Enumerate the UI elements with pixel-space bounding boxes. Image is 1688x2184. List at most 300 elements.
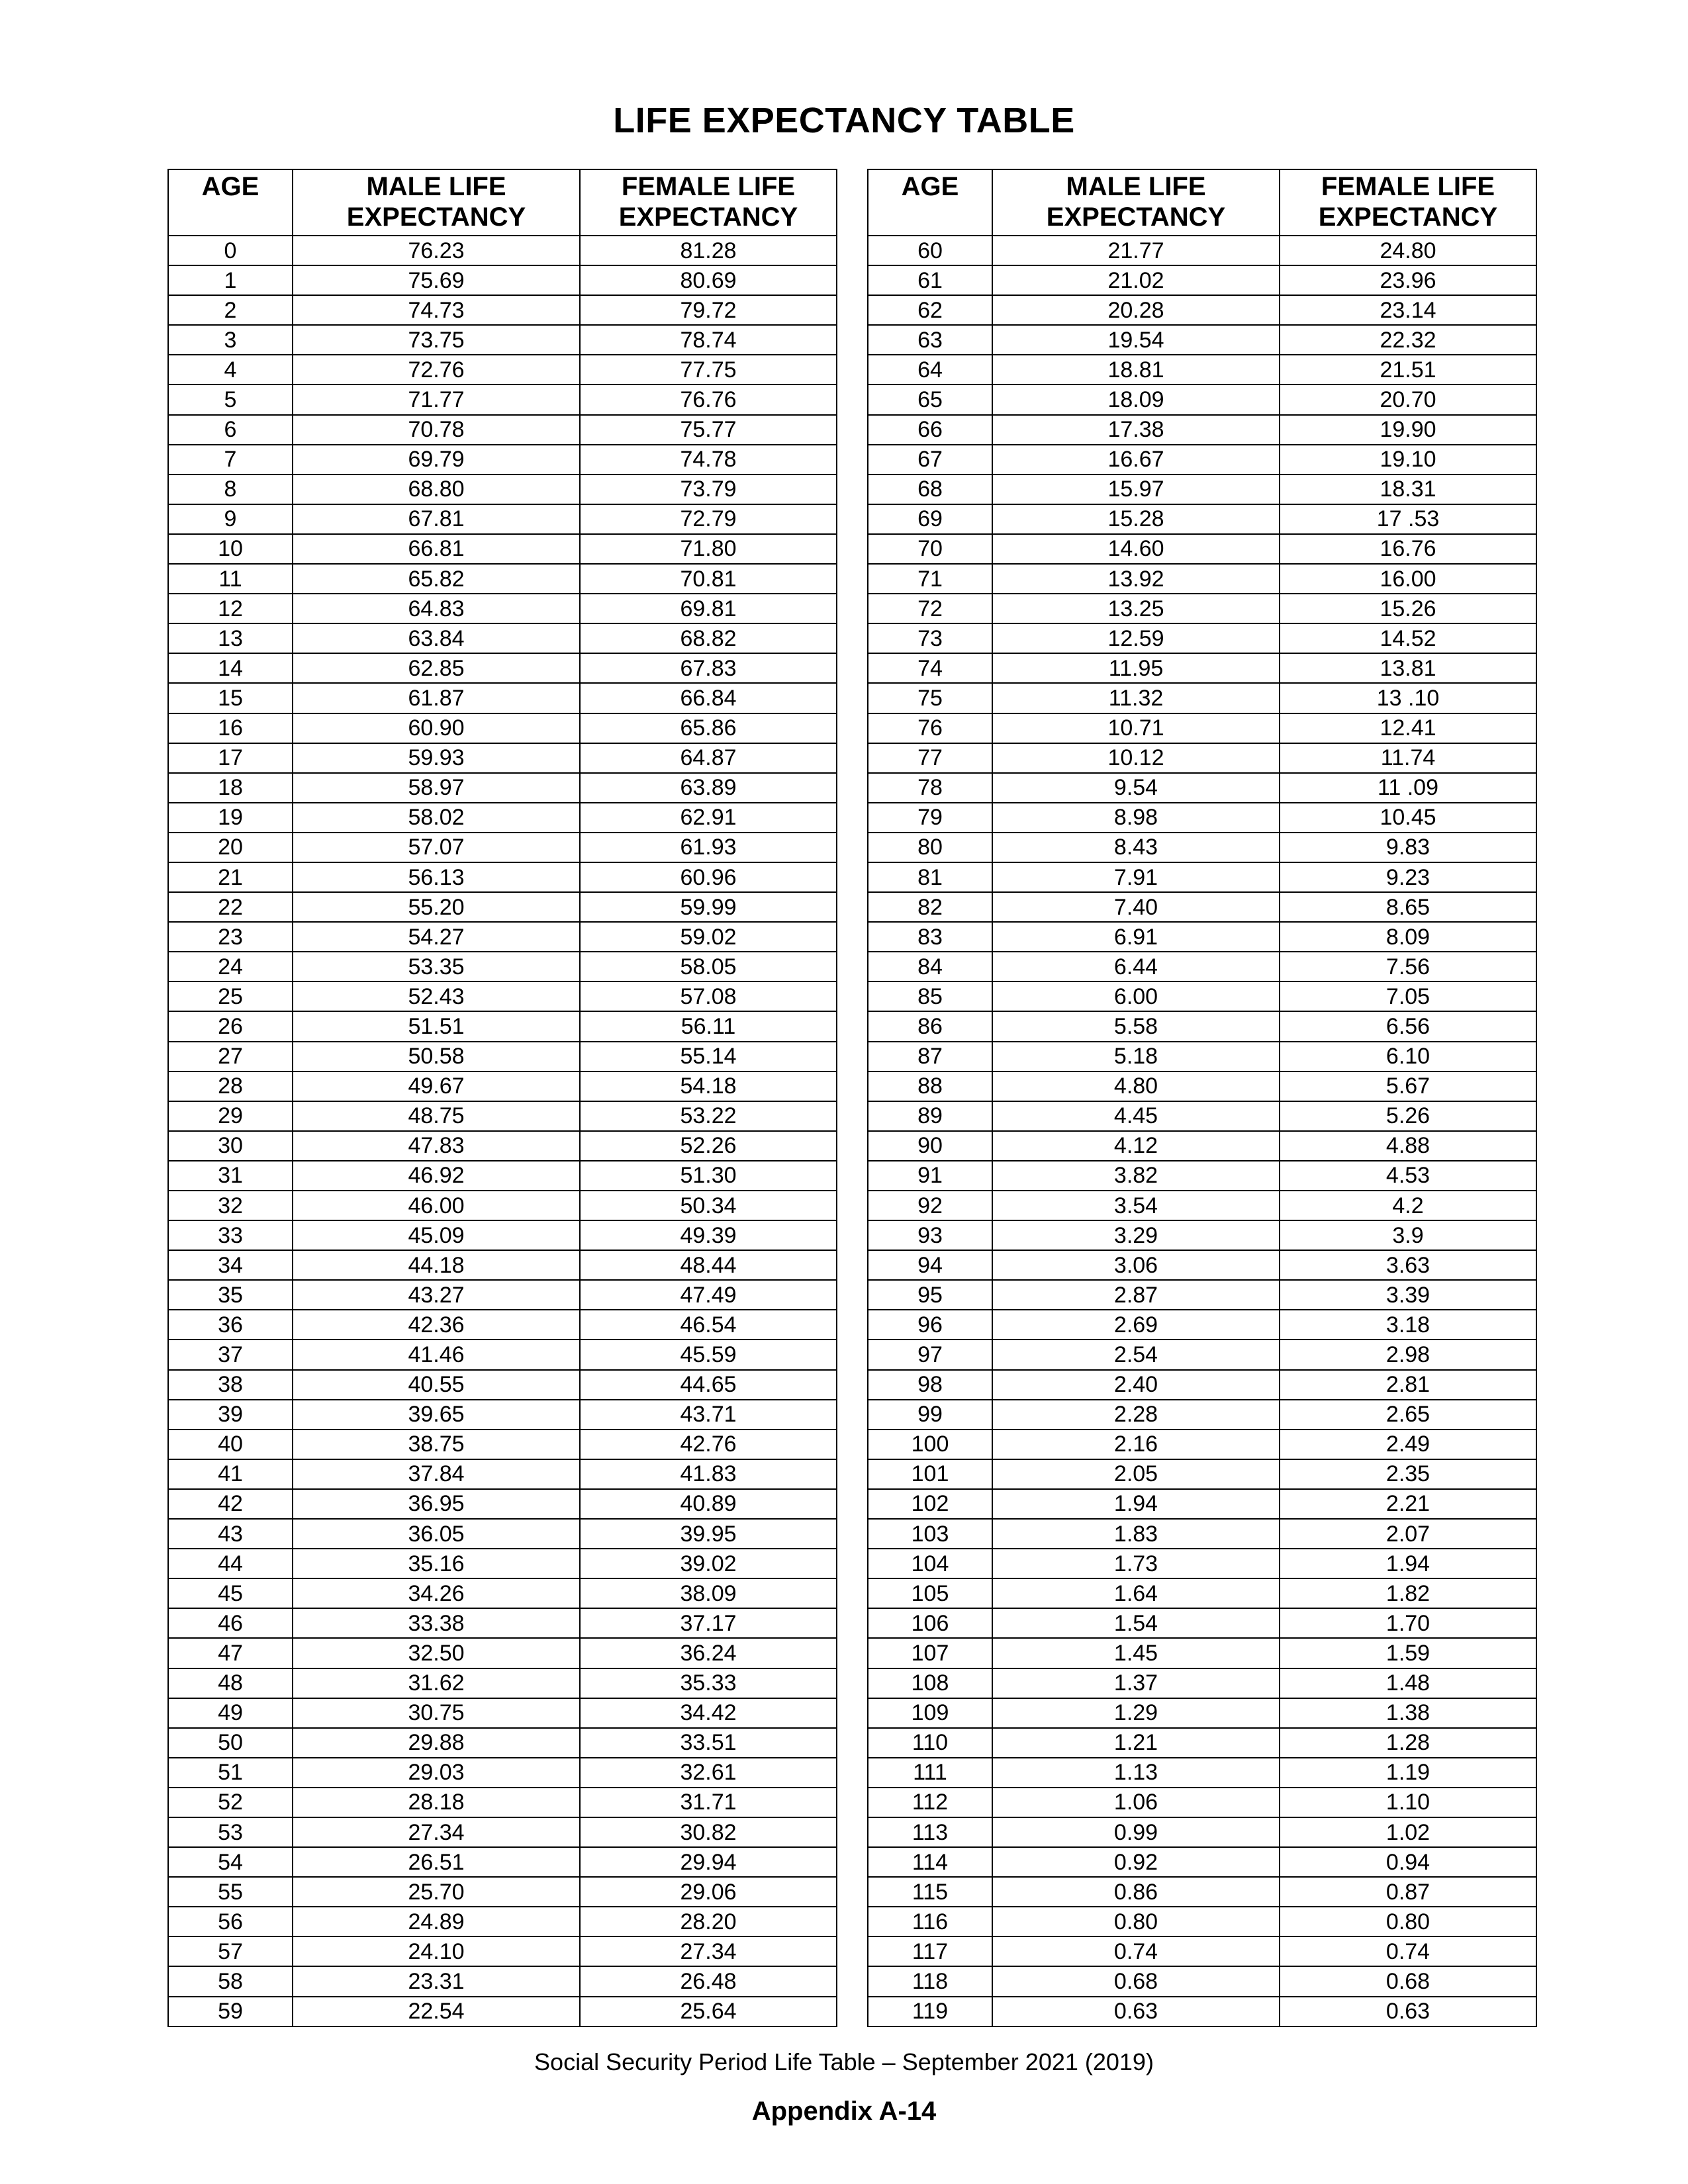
- male-expectancy-cell: 40.55: [293, 1370, 580, 1400]
- age-cell: 111: [868, 1758, 992, 1788]
- male-expectancy-cell: 18.81: [992, 355, 1280, 385]
- table-row: [868, 1997, 1536, 2026]
- table-row: [168, 892, 837, 922]
- age-cell: 28: [168, 1071, 293, 1101]
- female-expectancy-column-header: FEMALE LIFE EXPECTANCY: [580, 169, 837, 236]
- age-cell: 29: [168, 1101, 293, 1131]
- table-row: [168, 1340, 837, 1369]
- male-expectancy-cell: 3.54: [992, 1191, 1280, 1220]
- female-expectancy-cell: 0.74: [1280, 1936, 1536, 1966]
- table-row: [168, 1549, 837, 1578]
- female-expectancy-cell: 44.65: [580, 1370, 837, 1400]
- table-row: [168, 1071, 837, 1101]
- age-cell: 36: [168, 1310, 293, 1340]
- table-row: [868, 445, 1536, 475]
- table-row: [168, 683, 837, 713]
- female-expectancy-cell: 67.83: [580, 653, 837, 683]
- table-row: [868, 1877, 1536, 1907]
- female-expectancy-cell: 10.45: [1280, 803, 1536, 833]
- age-cell: 6: [168, 415, 293, 445]
- table-row: [168, 295, 837, 325]
- female-expectancy-cell: 16.76: [1280, 534, 1536, 564]
- table-row: [168, 1191, 837, 1220]
- female-expectancy-cell: 46.54: [580, 1310, 837, 1340]
- female-expectancy-cell: 41.83: [580, 1459, 837, 1489]
- female-expectancy-cell: 60.96: [580, 862, 837, 892]
- age-cell: 84: [868, 952, 992, 981]
- age-cell: 48: [168, 1668, 293, 1698]
- table-row: [868, 1220, 1536, 1250]
- male-expectancy-cell: 53.35: [293, 952, 580, 981]
- male-expectancy-cell: 25.70: [293, 1877, 580, 1907]
- female-expectancy-cell: 2.07: [1280, 1519, 1536, 1549]
- female-expectancy-cell: 75.77: [580, 415, 837, 445]
- male-expectancy-cell: 36.05: [293, 1519, 580, 1549]
- female-expectancy-cell: 45.59: [580, 1340, 837, 1369]
- age-cell: 114: [868, 1847, 992, 1877]
- male-expectancy-cell: 54.27: [293, 922, 580, 952]
- life-table-ages-60-119: [867, 169, 1537, 2027]
- age-cell: 82: [868, 892, 992, 922]
- female-expectancy-cell: 62.91: [580, 803, 837, 833]
- table-row: [168, 1668, 837, 1698]
- male-expectancy-cell: 4.12: [992, 1131, 1280, 1161]
- age-cell: 42: [168, 1489, 293, 1519]
- table-row: [168, 922, 837, 952]
- male-expectancy-cell: 13.25: [992, 594, 1280, 623]
- male-expectancy-cell: 2.54: [992, 1340, 1280, 1369]
- table-row: [868, 1161, 1536, 1191]
- female-expectancy-cell: 8.65: [1280, 892, 1536, 922]
- male-expectancy-cell: 73.75: [293, 325, 580, 355]
- table-row: [168, 1489, 837, 1519]
- male-expectancy-cell: 0.63: [992, 1997, 1280, 2026]
- table-row: [168, 1250, 837, 1280]
- table-row: [868, 385, 1536, 414]
- male-expectancy-cell: 8.98: [992, 803, 1280, 833]
- female-expectancy-cell: 52.26: [580, 1131, 837, 1161]
- age-cell: 54: [168, 1847, 293, 1877]
- male-expectancy-cell: 1.64: [992, 1578, 1280, 1608]
- table-row: [168, 1847, 837, 1877]
- male-expectancy-cell: 1.29: [992, 1698, 1280, 1728]
- female-expectancy-cell: 25.64: [580, 1997, 837, 2026]
- male-expectancy-cell: 49.67: [293, 1071, 580, 1101]
- table-row: [868, 1728, 1536, 1758]
- female-expectancy-cell: 35.33: [580, 1668, 837, 1698]
- table-row: [868, 1011, 1536, 1041]
- age-cell: 108: [868, 1668, 992, 1698]
- male-expectancy-cell: 71.77: [293, 385, 580, 414]
- table-row: [868, 415, 1536, 445]
- table-row: [868, 1847, 1536, 1877]
- table-row: [168, 1131, 837, 1161]
- age-cell: 7: [168, 445, 293, 475]
- age-cell: 53: [168, 1817, 293, 1847]
- age-cell: 69: [868, 504, 992, 534]
- age-cell: 10: [168, 534, 293, 564]
- age-cell: 81: [868, 862, 992, 892]
- table-row: [168, 1459, 837, 1489]
- male-expectancy-cell: 27.34: [293, 1817, 580, 1847]
- female-expectancy-cell: 28.20: [580, 1907, 837, 1936]
- table-row: [868, 265, 1536, 295]
- age-cell: 32: [168, 1191, 293, 1220]
- female-expectancy-cell: 14.52: [1280, 623, 1536, 653]
- age-cell: 22: [168, 892, 293, 922]
- life-table-ages-0-59: [167, 169, 837, 2027]
- table-row: [868, 892, 1536, 922]
- male-expectancy-cell: 3.82: [992, 1161, 1280, 1191]
- male-expectancy-cell: 69.79: [293, 445, 580, 475]
- age-cell: 117: [868, 1936, 992, 1966]
- table-row: [868, 1758, 1536, 1788]
- male-expectancy-column-header: MALE LIFE EXPECTANCY: [992, 169, 1280, 236]
- age-cell: 98: [868, 1370, 992, 1400]
- male-expectancy-cell: 1.37: [992, 1668, 1280, 1698]
- age-cell: 79: [868, 803, 992, 833]
- age-cell: 57: [168, 1936, 293, 1966]
- age-cell: 58: [168, 1966, 293, 1996]
- female-expectancy-cell: 68.82: [580, 623, 837, 653]
- female-expectancy-cell: 0.63: [1280, 1997, 1536, 2026]
- age-cell: 38: [168, 1370, 293, 1400]
- female-expectancy-cell: 2.81: [1280, 1370, 1536, 1400]
- age-cell: 90: [868, 1131, 992, 1161]
- appendix-label: Appendix A-14: [751, 2097, 937, 2126]
- female-expectancy-cell: 5.67: [1280, 1071, 1536, 1101]
- female-expectancy-cell: 7.56: [1280, 952, 1536, 981]
- male-expectancy-cell: 52.43: [293, 981, 580, 1011]
- age-cell: 20: [168, 833, 293, 862]
- table-row: [868, 1668, 1536, 1698]
- table-row: [168, 623, 837, 653]
- male-expectancy-cell: 31.62: [293, 1668, 580, 1698]
- male-expectancy-cell: 59.93: [293, 743, 580, 773]
- male-expectancy-cell: 21.02: [992, 265, 1280, 295]
- male-expectancy-cell: 3.29: [992, 1220, 1280, 1250]
- male-expectancy-cell: 0.68: [992, 1966, 1280, 1996]
- table-header-row: [868, 169, 1536, 236]
- table-row: [168, 1907, 837, 1936]
- male-expectancy-cell: 5.58: [992, 1011, 1280, 1041]
- age-cell: 80: [868, 833, 992, 862]
- table-row: [868, 1907, 1536, 1936]
- table-row: [868, 1430, 1536, 1459]
- age-cell: 112: [868, 1788, 992, 1817]
- female-expectancy-cell: 65.86: [580, 713, 837, 743]
- female-expectancy-cell: 3.63: [1280, 1250, 1536, 1280]
- table-row: [168, 1370, 837, 1400]
- table-row: [868, 743, 1536, 773]
- female-expectancy-cell: 3.39: [1280, 1280, 1536, 1310]
- age-cell: 73: [868, 623, 992, 653]
- age-cell: 19: [168, 803, 293, 833]
- female-expectancy-cell: 21.51: [1280, 355, 1536, 385]
- female-expectancy-cell: 1.28: [1280, 1728, 1536, 1758]
- age-cell: 30: [168, 1131, 293, 1161]
- age-cell: 118: [868, 1966, 992, 1996]
- female-expectancy-cell: 4.53: [1280, 1161, 1536, 1191]
- age-cell: 62: [868, 295, 992, 325]
- female-expectancy-cell: 6.56: [1280, 1011, 1536, 1041]
- table-row: [868, 534, 1536, 564]
- male-expectancy-cell: 9.54: [992, 773, 1280, 803]
- female-expectancy-cell: 1.70: [1280, 1608, 1536, 1638]
- female-expectancy-cell: 13.81: [1280, 653, 1536, 683]
- age-cell: 103: [868, 1519, 992, 1549]
- male-expectancy-cell: 70.78: [293, 415, 580, 445]
- age-column-header: AGE: [168, 169, 293, 236]
- table-row: [168, 1817, 837, 1847]
- age-cell: 4: [168, 355, 293, 385]
- female-expectancy-cell: 13 .10: [1280, 683, 1536, 713]
- table-row: [868, 833, 1536, 862]
- male-expectancy-cell: 51.51: [293, 1011, 580, 1041]
- male-expectancy-cell: 29.88: [293, 1728, 580, 1758]
- table-row: [868, 295, 1536, 325]
- male-expectancy-cell: 2.69: [992, 1310, 1280, 1340]
- female-expectancy-cell: 2.65: [1280, 1400, 1536, 1430]
- female-expectancy-cell: 50.34: [580, 1191, 837, 1220]
- age-cell: 18: [168, 773, 293, 803]
- table-row: [168, 1758, 837, 1788]
- male-expectancy-cell: 22.54: [293, 1997, 580, 2026]
- female-expectancy-cell: 9.23: [1280, 862, 1536, 892]
- table-row: [168, 355, 837, 385]
- female-expectancy-column-header: FEMALE LIFE EXPECTANCY: [1280, 169, 1536, 236]
- table-row: [168, 1578, 837, 1608]
- age-cell: 26: [168, 1011, 293, 1041]
- male-expectancy-cell: 1.45: [992, 1638, 1280, 1668]
- female-expectancy-cell: 56.11: [580, 1011, 837, 1041]
- female-expectancy-cell: 24.80: [1280, 236, 1536, 265]
- age-cell: 37: [168, 1340, 293, 1369]
- age-cell: 44: [168, 1549, 293, 1578]
- table-row: [168, 743, 837, 773]
- age-cell: 23: [168, 922, 293, 952]
- age-cell: 39: [168, 1400, 293, 1430]
- age-cell: 109: [868, 1698, 992, 1728]
- female-expectancy-cell: 59.02: [580, 922, 837, 952]
- female-expectancy-cell: 19.90: [1280, 415, 1536, 445]
- table-row: [868, 1250, 1536, 1280]
- age-cell: 77: [868, 743, 992, 773]
- table-row: [168, 265, 837, 295]
- female-expectancy-cell: 72.79: [580, 504, 837, 534]
- female-expectancy-cell: 1.94: [1280, 1549, 1536, 1578]
- table-row: [868, 1042, 1536, 1071]
- female-expectancy-cell: 78.74: [580, 325, 837, 355]
- female-expectancy-cell: 5.26: [1280, 1101, 1536, 1131]
- female-expectancy-cell: 48.44: [580, 1250, 837, 1280]
- male-expectancy-cell: 35.16: [293, 1549, 580, 1578]
- male-expectancy-cell: 1.94: [992, 1489, 1280, 1519]
- male-expectancy-cell: 58.97: [293, 773, 580, 803]
- age-cell: 75: [868, 683, 992, 713]
- table-row: [868, 1549, 1536, 1578]
- table-header-row: [168, 169, 837, 236]
- age-cell: 56: [168, 1907, 293, 1936]
- male-expectancy-cell: 10.71: [992, 713, 1280, 743]
- age-cell: 43: [168, 1519, 293, 1549]
- table-row: [868, 1817, 1536, 1847]
- female-expectancy-cell: 2.49: [1280, 1430, 1536, 1459]
- female-expectancy-cell: 73.79: [580, 475, 837, 504]
- male-expectancy-cell: 23.31: [293, 1966, 580, 1996]
- table-row: [168, 1638, 837, 1668]
- age-cell: 68: [868, 475, 992, 504]
- female-expectancy-cell: 29.94: [580, 1847, 837, 1877]
- table-row: [868, 1310, 1536, 1340]
- female-expectancy-cell: 32.61: [580, 1758, 837, 1788]
- female-expectancy-cell: 17 .53: [1280, 504, 1536, 534]
- male-expectancy-cell: 3.06: [992, 1250, 1280, 1280]
- age-cell: 78: [868, 773, 992, 803]
- female-expectancy-cell: 77.75: [580, 355, 837, 385]
- table-row: [168, 445, 837, 475]
- male-expectancy-cell: 37.84: [293, 1459, 580, 1489]
- age-cell: 116: [868, 1907, 992, 1936]
- female-expectancy-cell: 31.71: [580, 1788, 837, 1817]
- male-expectancy-cell: 44.18: [293, 1250, 580, 1280]
- age-cell: 85: [868, 981, 992, 1011]
- table-row: [168, 1936, 837, 1966]
- table-row: [868, 803, 1536, 833]
- table-row: [168, 1161, 837, 1191]
- age-cell: 49: [168, 1698, 293, 1728]
- female-expectancy-cell: 55.14: [580, 1042, 837, 1071]
- footer-source-note: Social Security Period Life Table – September 2021 (2019): [534, 2048, 1154, 2075]
- age-cell: 47: [168, 1638, 293, 1668]
- female-expectancy-cell: 0.68: [1280, 1966, 1536, 1996]
- female-expectancy-cell: 3.18: [1280, 1310, 1536, 1340]
- male-expectancy-cell: 11.32: [992, 683, 1280, 713]
- male-expectancy-cell: 47.83: [293, 1131, 580, 1161]
- female-expectancy-cell: 6.10: [1280, 1042, 1536, 1071]
- female-expectancy-cell: 23.14: [1280, 295, 1536, 325]
- male-expectancy-cell: 16.67: [992, 445, 1280, 475]
- male-expectancy-cell: 38.75: [293, 1430, 580, 1459]
- male-expectancy-cell: 2.16: [992, 1430, 1280, 1459]
- female-expectancy-cell: 37.17: [580, 1608, 837, 1638]
- male-expectancy-cell: 56.13: [293, 862, 580, 892]
- table-row: [868, 1966, 1536, 1996]
- table-row: [868, 653, 1536, 683]
- female-expectancy-cell: 39.02: [580, 1549, 837, 1578]
- table-row: [168, 1101, 837, 1131]
- male-expectancy-cell: 11.95: [992, 653, 1280, 683]
- table-row: [868, 1191, 1536, 1220]
- age-cell: 0: [168, 236, 293, 265]
- age-cell: 83: [868, 922, 992, 952]
- male-expectancy-cell: 13.92: [992, 564, 1280, 594]
- age-cell: 95: [868, 1280, 992, 1310]
- female-expectancy-cell: 58.05: [580, 952, 837, 981]
- table-body-left: [168, 236, 837, 2026]
- table-row: [868, 1400, 1536, 1430]
- age-cell: 14: [168, 653, 293, 683]
- female-expectancy-cell: 71.80: [580, 534, 837, 564]
- table-row: [168, 1280, 837, 1310]
- age-cell: 35: [168, 1280, 293, 1310]
- table-row: [168, 1430, 837, 1459]
- male-expectancy-cell: 68.80: [293, 475, 580, 504]
- female-expectancy-cell: 1.19: [1280, 1758, 1536, 1788]
- male-expectancy-cell: 12.59: [992, 623, 1280, 653]
- age-cell: 66: [868, 415, 992, 445]
- female-expectancy-cell: 0.87: [1280, 1877, 1536, 1907]
- age-column-header: AGE: [868, 169, 992, 236]
- female-expectancy-cell: 34.42: [580, 1698, 837, 1728]
- female-expectancy-cell: 36.24: [580, 1638, 837, 1668]
- table-row: [168, 1608, 837, 1638]
- female-expectancy-cell: 66.84: [580, 683, 837, 713]
- age-cell: 110: [868, 1728, 992, 1758]
- female-expectancy-cell: 49.39: [580, 1220, 837, 1250]
- table-row: [168, 862, 837, 892]
- table-row: [168, 1310, 837, 1340]
- male-expectancy-cell: 63.84: [293, 623, 580, 653]
- age-cell: 104: [868, 1549, 992, 1578]
- table-row: [168, 653, 837, 683]
- female-expectancy-cell: 80.69: [580, 265, 837, 295]
- table-row: [868, 1698, 1536, 1728]
- male-expectancy-cell: 28.18: [293, 1788, 580, 1817]
- table-row: [868, 1936, 1536, 1966]
- male-expectancy-cell: 48.75: [293, 1101, 580, 1131]
- male-expectancy-cell: 15.28: [992, 504, 1280, 534]
- table-row: [168, 564, 837, 594]
- male-expectancy-cell: 17.38: [992, 415, 1280, 445]
- table-row: [868, 1370, 1536, 1400]
- table-row: [868, 1459, 1536, 1489]
- table-row: [168, 475, 837, 504]
- table-row: [168, 1728, 837, 1758]
- age-cell: 41: [168, 1459, 293, 1489]
- female-expectancy-cell: 7.05: [1280, 981, 1536, 1011]
- table-row: [868, 1788, 1536, 1817]
- male-expectancy-cell: 1.21: [992, 1728, 1280, 1758]
- male-expectancy-cell: 55.20: [293, 892, 580, 922]
- male-expectancy-cell: 24.89: [293, 1907, 580, 1936]
- age-cell: 13: [168, 623, 293, 653]
- male-expectancy-cell: 4.80: [992, 1071, 1280, 1101]
- male-expectancy-cell: 43.27: [293, 1280, 580, 1310]
- table-row: [868, 1340, 1536, 1369]
- table-row: [868, 325, 1536, 355]
- male-expectancy-cell: 0.99: [992, 1817, 1280, 1847]
- female-expectancy-cell: 22.32: [1280, 325, 1536, 355]
- table-body-right: [868, 236, 1536, 2026]
- male-expectancy-cell: 61.87: [293, 683, 580, 713]
- male-expectancy-cell: 50.58: [293, 1042, 580, 1071]
- male-expectancy-cell: 7.91: [992, 862, 1280, 892]
- female-expectancy-cell: 1.38: [1280, 1698, 1536, 1728]
- age-cell: 1: [168, 265, 293, 295]
- table-row: [868, 1608, 1536, 1638]
- female-expectancy-cell: 42.76: [580, 1430, 837, 1459]
- male-expectancy-cell: 42.36: [293, 1310, 580, 1340]
- female-expectancy-cell: 4.88: [1280, 1131, 1536, 1161]
- age-cell: 60: [868, 236, 992, 265]
- male-expectancy-cell: 65.82: [293, 564, 580, 594]
- table-row: [168, 773, 837, 803]
- age-cell: 71: [868, 564, 992, 594]
- table-row: [868, 1131, 1536, 1161]
- age-cell: 8: [168, 475, 293, 504]
- age-cell: 70: [868, 534, 992, 564]
